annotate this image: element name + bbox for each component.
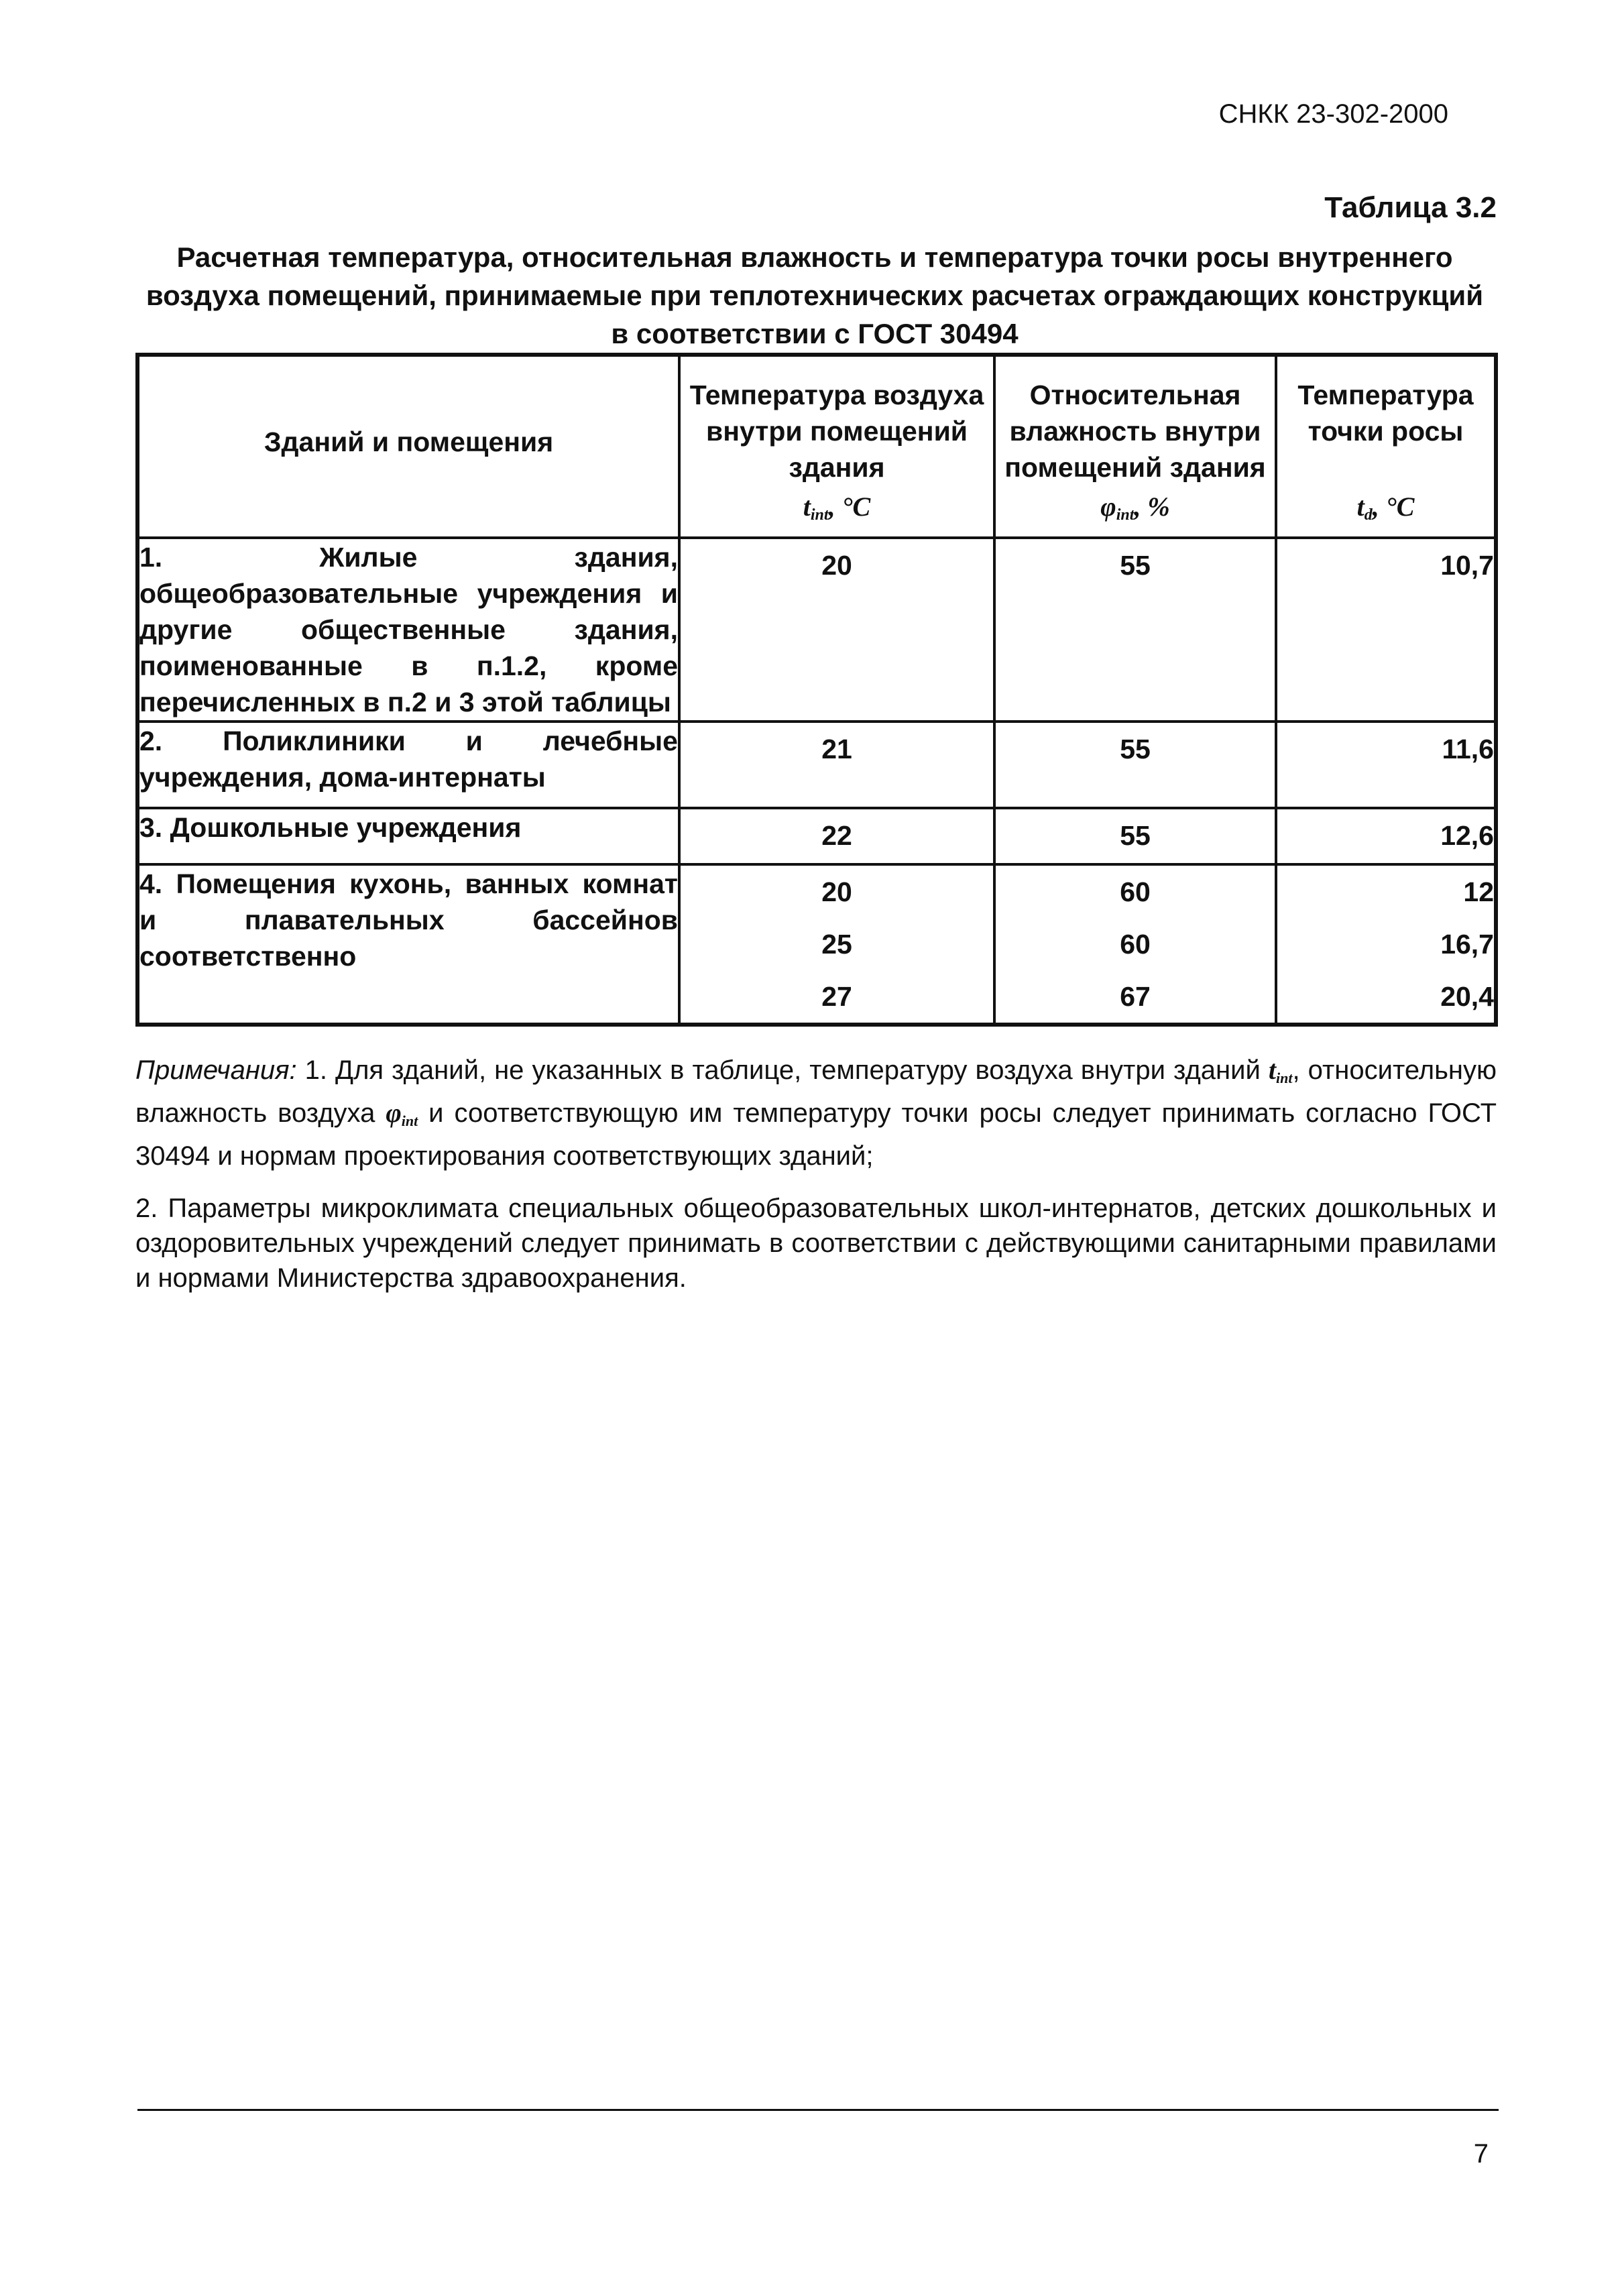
column-header-label: Температура точки росы (1297, 380, 1474, 447)
air-temperature-cell: 20 25 27 (679, 864, 994, 1025)
air-temperature-cell: 20 (679, 538, 994, 722)
column-header-buildings (137, 355, 679, 538)
air-temperature-cell: 22 (679, 808, 994, 864)
column-unit: $t_d$, °C (1356, 492, 1415, 524)
building-type-cell: 3. Дошкольные учреждения (137, 808, 679, 864)
relative-humidity-cell: 55 (994, 722, 1276, 808)
temperature-symbol: $t_{int}$ (1268, 1055, 1293, 1086)
relative-humidity-cell: 60 60 67 (994, 864, 1276, 1025)
column-unit: $\varphi_{int}$, % (1100, 492, 1170, 524)
document-code: СНКК 23-302-2000 (1218, 99, 1448, 129)
dew-point-cell: 10,7 (1276, 538, 1496, 722)
table-row (137, 864, 1496, 1025)
note-1: Примечания: 1. Для зданий, не указанных в таблице, температуру воздуха внутри зданий $t_{int}$, относительную влажность воздуха $\varphi_{int}$ и соответствующую им температуру точки росы следует принимать согласно ГОСТ 30494 и нормам проектирования соответствующих зданий; (135, 1055, 1497, 1171)
table-row (137, 808, 1496, 864)
page-number: 7 (1473, 2139, 1489, 2169)
dew-point-cell: 11,6 (1276, 722, 1496, 808)
column-header-dew-point (1276, 355, 1496, 538)
humidity-symbol: $\varphi_{int}$ (386, 1098, 418, 1129)
climate-parameters-table (135, 353, 1498, 1027)
air-temperature-cell: 21 (679, 722, 994, 808)
footer-divider (137, 2109, 1499, 2111)
building-type-cell: 1. Жилые здания, общеобразовательные учреждения и другие общественные здания, поименованные в п.1.2, кроме перечисленных в п.2 и 3 этой таблицы (137, 538, 679, 722)
dew-point-cell: 12,6 (1276, 808, 1496, 864)
table-notes (135, 1053, 1497, 1313)
column-unit: $t_{int}$, °C (803, 492, 871, 524)
notes-label: Примечания: (135, 1055, 297, 1085)
column-header-air-temperature (679, 355, 994, 538)
building-type-cell: 2. Поликлиники и лечебные учреждения, дома-интернаты (137, 722, 679, 808)
table-number: Таблица 3.2 (1324, 191, 1497, 224)
note-2: 2. Параметры микроклимата специальных общеобразовательных школ-интернатов, детских дошкольных и оздоровительных учреждений следует принимать в соответствии с действующими санитарными правилами и нормами Министерства здравоохранения. (135, 1194, 1497, 1293)
column-header-label: Относительная влажность внутри помещений здания (1004, 380, 1266, 483)
column-header-label: Температура воздуха внутри помещений здания (689, 380, 984, 483)
dew-point-cell: 12 16,7 20,4 (1276, 864, 1496, 1025)
relative-humidity-cell: 55 (994, 808, 1276, 864)
building-type-cell: 4. Помещения кухонь, ванных комнат и плавательных бассейнов соответственно (137, 864, 679, 1025)
table-title: Расчетная температура, относительная влажность и температура точки росы внутреннего воздуха помещений, принимаемые при теплотехнических расчетах ограждающих конструкций в соответствии с ГОСТ 30494 (146, 241, 1484, 349)
table-row (137, 722, 1496, 808)
table-row (137, 538, 1496, 722)
column-header-relative-humidity (994, 355, 1276, 538)
table-header-row (137, 355, 1496, 538)
column-header-label: Зданий и помещения (264, 426, 554, 457)
relative-humidity-cell: 55 (994, 538, 1276, 722)
